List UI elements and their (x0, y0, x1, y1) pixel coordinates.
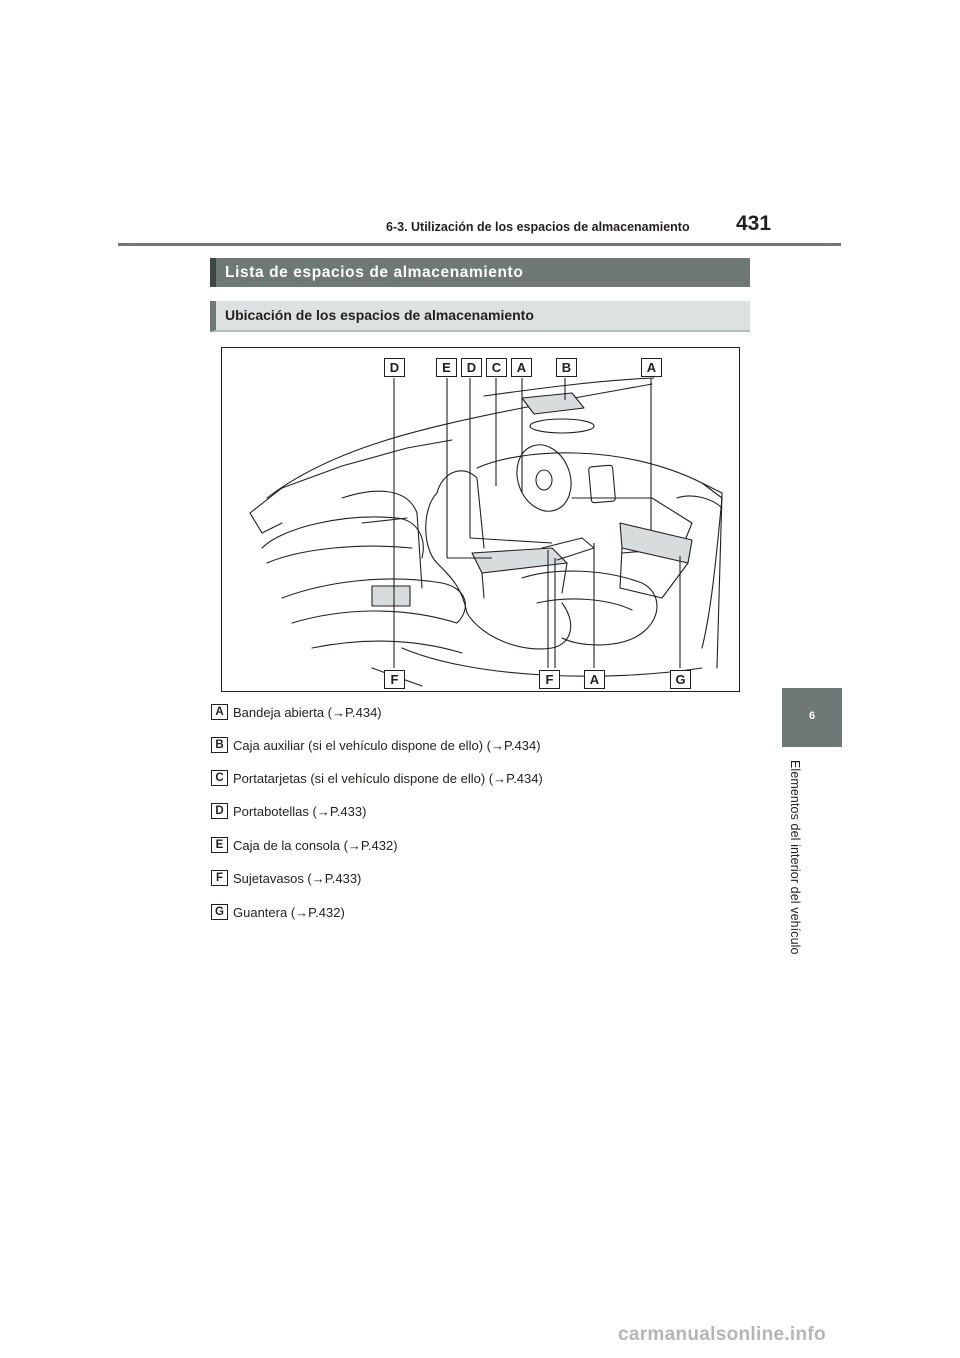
header-divider (118, 243, 841, 246)
chapter-heading: 6-3. Utilización de los espacios de almacenamiento (386, 220, 690, 234)
watermark: carmanualsonline.info (618, 1324, 826, 1345)
chapter-tab-label: Elementos del interior del vehículo (788, 760, 802, 955)
legend-text: Portabotellas (→P.433) (233, 804, 367, 819)
legend-text: Portatarjetas (si el vehículo dispone de ello) (→P.434) (233, 771, 543, 786)
legend-text: Bandeja abierta (→P.434) (233, 705, 382, 720)
callout-bottom-3: A (584, 670, 605, 689)
legend-text: Caja auxiliar (si el vehículo dispone de ello) (→P.434) (233, 738, 541, 753)
callout-top-6: B (556, 358, 577, 377)
callout-bottom-1: F (384, 670, 405, 689)
vehicle-interior-illustration (221, 347, 740, 692)
section-title: Lista de espacios de almacenamiento (210, 258, 750, 287)
legend-text: Caja de la consola (→P.432) (233, 838, 398, 853)
callout-bottom-2: F (539, 670, 560, 689)
interior-line-drawing (222, 348, 741, 693)
chapter-tab[interactable] (782, 688, 842, 747)
chapter-tab-number: 6 (808, 710, 816, 722)
callout-top-1: D (384, 358, 405, 377)
legend-text: Sujetavasos (→P.433) (233, 871, 362, 886)
callout-top-5: A (511, 358, 532, 377)
legend-letter: F (211, 870, 228, 886)
legend-letter: G (211, 904, 228, 920)
legend-letter: C (211, 770, 228, 786)
legend-letter: B (211, 737, 228, 753)
callout-top-7: A (641, 358, 662, 377)
legend-letter: D (211, 803, 228, 819)
page-number: 431 (736, 212, 772, 235)
legend-letter: E (211, 837, 228, 853)
legend-text: Guantera (→P.432) (233, 905, 345, 920)
legend-letter: A (211, 704, 228, 720)
callout-bottom-4: G (670, 670, 691, 689)
callout-top-3: D (461, 358, 482, 377)
callout-top-2: E (436, 358, 457, 377)
callout-top-4: C (486, 358, 507, 377)
subsection-title: Ubicación de los espacios de almacenamiento (210, 301, 750, 332)
